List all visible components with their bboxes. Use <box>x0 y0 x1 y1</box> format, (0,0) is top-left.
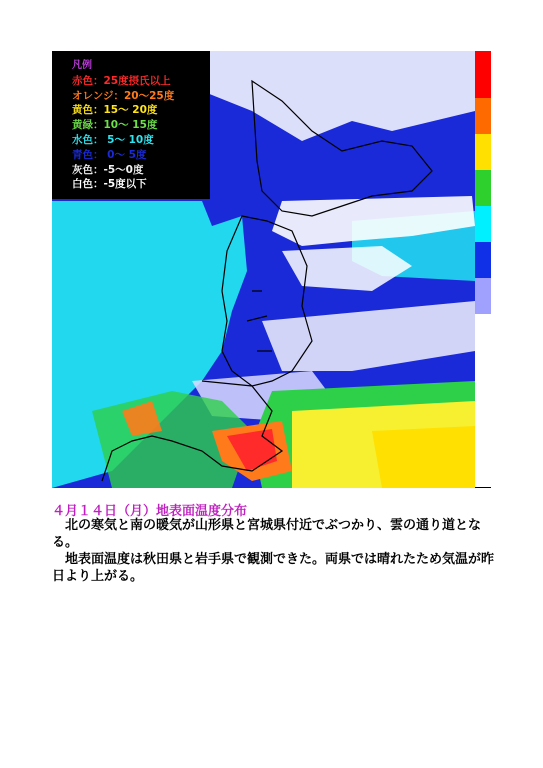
scale-divider <box>475 487 491 488</box>
legend-row-lightblue: 水色： 5～ 10度 <box>72 133 154 146</box>
color-scale-bar <box>475 51 491 359</box>
paragraph-2: 地表面温度は秋田県と岩手県で観測できた。両県では晴れたため気温が昨日より上がる。 <box>52 552 495 584</box>
scale-segment <box>475 206 491 242</box>
legend-row-blue: 青色： 0～ 5度 <box>72 148 147 161</box>
legend-row-yellowgreen: 黄緑：10～ 15度 <box>72 119 158 132</box>
legend-row-orange: オレンジ：20～25度 <box>72 89 175 102</box>
paragraph-1: 北の寒気と南の暖気が山形県と宮城県付近でぶつかり、雲の通り道となる。 <box>52 518 482 550</box>
scale-segment <box>475 51 491 98</box>
scale-segment <box>475 134 491 170</box>
scale-segment <box>475 98 491 134</box>
legend-title: 凡例 <box>72 60 92 71</box>
legend-row-grey: 灰色：-5～0度 <box>72 163 144 176</box>
scale-segment <box>475 278 491 314</box>
legend-row-yellow: 黄色：15～ 20度 <box>72 104 158 117</box>
legend-row-red: 赤色：25度摂氏以上 <box>72 74 171 87</box>
page-heading: ４月１４日（月）地表面温度分布 <box>52 504 248 519</box>
legend <box>52 51 210 199</box>
scale-segment <box>475 170 491 206</box>
temperature-map <box>52 51 475 488</box>
scale-segment <box>475 242 491 278</box>
legend-row-white: 白色：-5度以下 <box>72 178 147 191</box>
